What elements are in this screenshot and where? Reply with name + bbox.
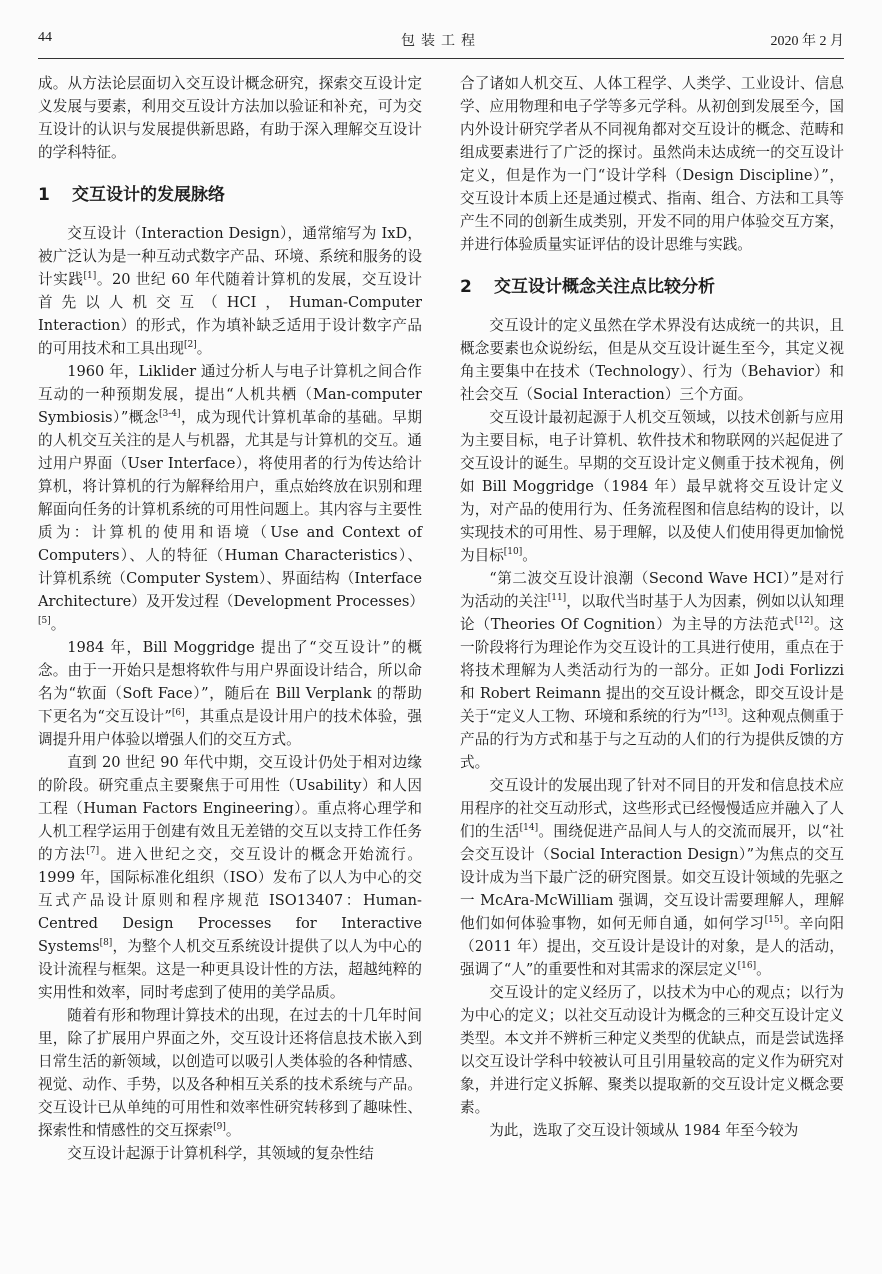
section-number: 1 [38, 185, 50, 205]
citation-ref: [10] [503, 547, 523, 558]
body-paragraph: 交互设计（Interaction Design），通常缩写为 IxD，被广泛认为是一种互动式数字产品、环境、系统和服务的设计实践[1]。20 世纪 60 年代随着计算机的发展，交互设计首先以人机交互（HCI，Human-Computer Interaction）的形式，作为填补缺乏适用于设计数字产品的可用技术和工具出现[2]。 [38, 225, 422, 357]
body-paragraph: 交互设计最初起源于人机交互领域，以技术创新与应用为主要目标，电子计算机、软件技术和物联网的兴起促进了交互设计的诞生。早期的交互设计定义侧重于技术视角，例如 Bill Moggridge（1984 年）最早就将交互设计定义为，对产品的使用行为、任务流程图和信息结构的设计，以实现技术的可用性、易于理解，以及使人们使用得更加愉悦为目标[10]。 [460, 409, 844, 564]
citation-ref: [6] [171, 708, 185, 719]
body-paragraph: 随着有形和物理计算技术的出现，在过去的十几年时间里，除了扩展用户界面之外，交互设计还将信息技术嵌入到日常生活的新领域，以创造可以吸引人类体验的各种情感、视觉、动作、手势，以及各种相互关系的技术系统与产品。交互设计已从单纯的可用性和效率性研究转移到了趣味性、探索性和情感性的交互探索[9]。 [38, 1007, 422, 1139]
citation-ref: [12] [794, 616, 814, 627]
issue-date: 2020 年 2 月 [770, 34, 844, 49]
section-title: 交互设计的发展脉络 [72, 185, 225, 205]
citation-ref: [9] [213, 1122, 226, 1133]
citation-ref: [13] [708, 708, 728, 719]
body-paragraph: 1984 年，Bill Moggridge 提出了“交互设计”的概念。由于一开始只是想将软件与用户界面设计结合，所以命名为“软面（Soft Face）”，随后在 Bill Verplank 的帮助下更名为“交互设计”[6]，其重点是设计用户的技术体验，强调提升用户体验以增强人们的交互方式。 [38, 639, 422, 748]
body-paragraph: 交互设计的定义虽然在学术界没有达成统一的共识，且概念要素也众说纷纭，但是从交互设计诞生至今，其定义视角主要集中在技术（Technology）、行为（Behavior）和社会交互（Social Interaction）三个方面。 [460, 317, 844, 403]
body-paragraph: 直到 20 世纪 90 年代中期，交互设计仍处于相对边缘的阶段。研究重点主要聚焦于可用性（Usability）和人因工程（Human Factors Engineering）。重点将心理学和人机工程学运用于创建有效且无差错的交互以支持工作任务的方法[7]。进入世纪之交，交互设计的概念开始流行。1999 年，国际标准化组织（ISO）发布了以人为中心的交互式产品设计原则和程序规范 ISO13407：Human-Centred Design Processes for Interactive Systems[8]，为整个人机交互系统设计提供了以人为中心的设计流程与框架。这是一种更具设计性的方法，超越纯粹的实用性和效率，同时考虑到了使用的美学品质。 [38, 754, 422, 1001]
citation-ref: [11] [547, 593, 567, 604]
header-rule [38, 58, 844, 59]
section-number: 2 [460, 277, 472, 297]
body-paragraph: 1960 年，Liklider 通过分析人与电子计算机之间合作互动的一种预期发展，提出“人机共栖（Man-computer Symbiosis）”概念[3-4]，成为现代计算机革命的基础。早期的人机交互关注的是人与机器，尤其是与计算机的交互。通过用户界面（User Interface），将使用者的行为传达给计算机，将计算机的行为解释给用户，重点始终放在识别和理解面向任务的计算机系统的可用性问题上。其内容与主要性质为：计算机的使用和语境（Use and Context of Computers）、人的特征（Human Characteristics）、计算机系统（Computer System）、界面结构（Interface Architecture）及开发过程（Development Processes）[5]。 [38, 363, 424, 633]
body-paragraph: “第二波交互设计浪潮（Second Wave HCI）”是对行为活动的关注[11]，以取代当时基于人为因素，例如以认知理论（Theories Of Cognition）为主导的方法范式[12]。这一阶段将行为理论作为交互设计的工具进行使用，重点在于将技术理解为人类活动行为的一部分。正如 Jodi Forlizzi 和 Robert Reimann 提出的交互设计概念，即交互设计是关于“定义人工物、环境和系统的行为”[13]。这种观点侧重于产品的行为方式和基于与之互动的人们的行为提供反馈的方式。 [460, 570, 844, 771]
page-number: 44 [38, 30, 52, 45]
citation-ref: [1] [83, 271, 97, 282]
right-column [460, 72, 844, 1142]
section-title: 交互设计概念关注点比较分析 [494, 277, 715, 297]
section-heading [38, 172, 422, 218]
running-header [38, 30, 844, 54]
left-column [38, 72, 422, 1165]
journal-title: 包装工程 [401, 34, 481, 49]
citation-ref: [5] [38, 616, 51, 627]
citation-ref: [3-4] [158, 409, 181, 420]
body-paragraph: 成。从方法论层面切入交互设计概念研究，探索交互设计定义发展与要素，利用交互设计方法加以验证和补充，可为交互设计的认识与发展提供新思路，有助于深入理解交互设计的学科特征。 [38, 75, 422, 161]
body-paragraph: 合了诸如人机交互、人体工程学、人类学、工业设计、信息学、应用物理和电子学等多元学科。从初创到发展至今，国内外设计研究学者从不同视角都对交互设计的概念、范畴和组成要素进行了广泛的探讨。虽然尚未达成统一的交互设计定义，但是作为一门“设计学科（Design Discipline）”，交互设计本质上还是通过模式、指南、组合、方法和工具等产生不同的创新生成类别，开发不同的用户体验交互方案，并进行体验质量实证评估的设计思维与实践。 [460, 75, 844, 253]
citation-ref: [2] [183, 340, 197, 351]
body-paragraph: 交互设计的定义经历了，以技术为中心的观点；以行为为中心的定义；以社交互动设计为概念的三种交互设计定义类型。本文并不辨析三种定义类型的优缺点，而是尝试选择以交互设计学科中较被认可且引用量较高的定义作为研究对象，并进行定义拆解、聚类以提取新的交互设计定义概念要素。 [460, 984, 844, 1116]
citation-ref: [14] [519, 823, 539, 834]
body-paragraph: 为此，选取了交互设计领域从 1984 年至今较为 [489, 1122, 799, 1139]
section-heading [460, 264, 844, 310]
citation-ref: [16] [737, 961, 757, 972]
citation-ref: [15] [764, 915, 784, 926]
citation-ref: [8] [99, 938, 113, 949]
body-paragraph: 交互设计的发展出现了针对不同目的开发和信息技术应用程序的社交互动形式，这些形式已经慢慢适应并融入了人们的生活[14]。围绕促进产品间人与人的交流而展开，以“社会交互设计（Social Interaction Design）”为焦点的交互设计成为当下最广泛的研究图景。如交互设计领域的先驱之一 McAra-McWilliam 强调，交互设计需要理解人，理解他们如何体验事物，如何无师自通，如何学习[15]。辛向阳（2011 年）提出，交互设计是设计的对象，是人的活动，强调了“人”的重要性和对其需求的深层定义[16]。 [460, 777, 844, 978]
citation-ref: [7] [86, 846, 100, 857]
body-paragraph: 交互设计起源于计算机科学，其领域的复杂性结 [67, 1145, 374, 1162]
